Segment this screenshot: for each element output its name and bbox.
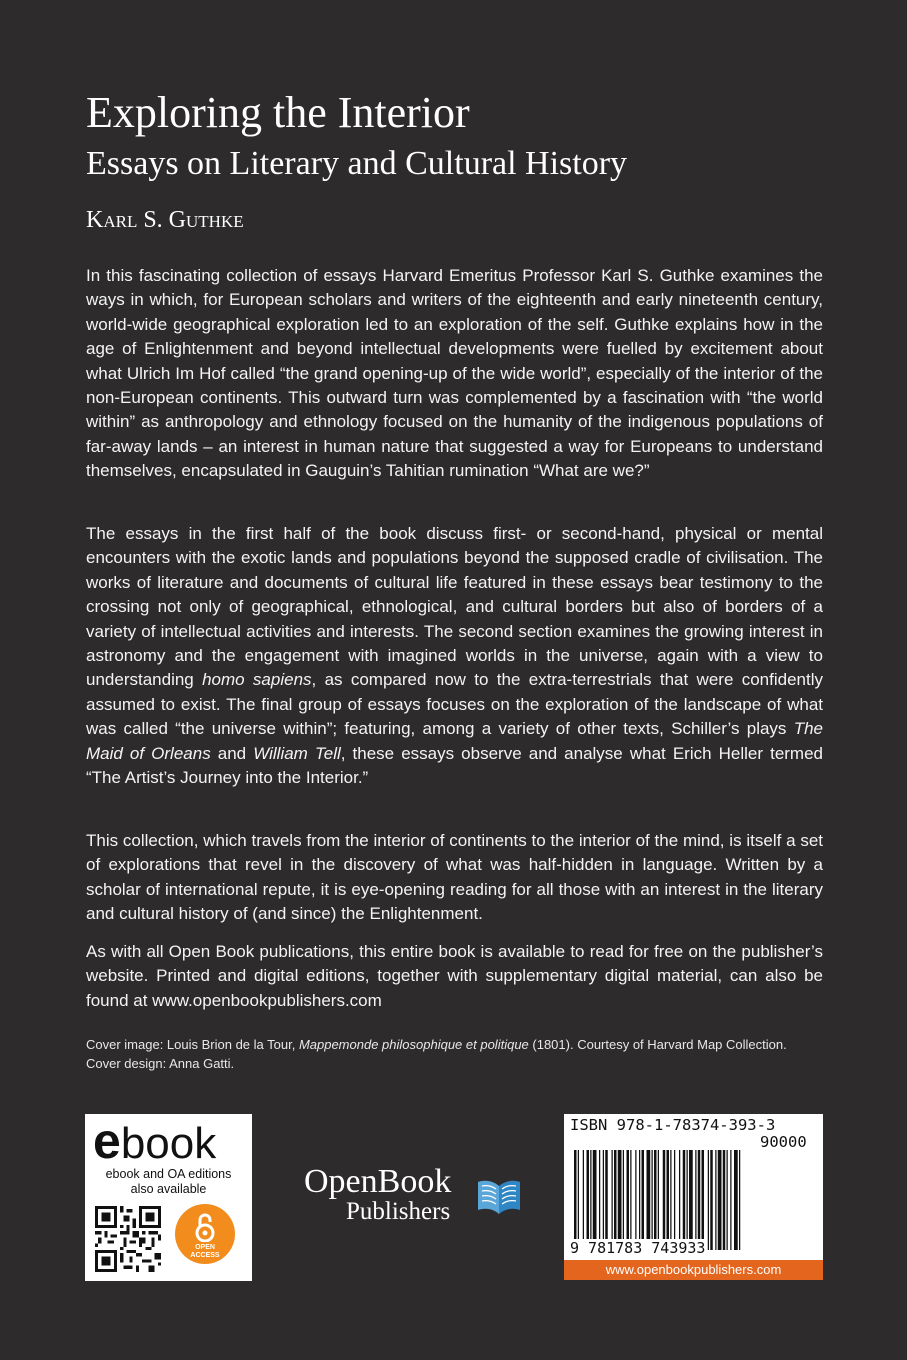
price-code: 90000 (760, 1133, 807, 1151)
cover-credit (86, 1035, 823, 1073)
book-author: Karl S. Guthke (86, 207, 244, 233)
ebook-logo-e: e (93, 1113, 121, 1169)
ebook-logo (93, 1113, 217, 1169)
credit-suffix: (1801). Courtesy of Harvard Map Collection. Cover design: Anna Gatti. (86, 1037, 787, 1071)
publisher-logo (304, 1164, 524, 1224)
blurb-text: , these essays observe and analyse what Erich Heller termed “The Artist’s Journey into the Interior.” (86, 743, 824, 788)
isbn-barcode (564, 1114, 823, 1280)
ean-digits: 9 781783 743933 (570, 1239, 706, 1257)
publisher-url: www.openbookpublishers.com (564, 1260, 823, 1280)
play-title-maid: The Maid of Orleans (86, 719, 823, 763)
blurb-paragraph-2 (86, 522, 823, 790)
blurb-text: The essays in the first half of the book discuss first- or second-hand, physical or mental encounters with the exotic lands and populations beyond the supposed cradle of civilisation. The works of literature and documents of cultural life featured in these essays bear testimony to the crossing not only of geographical, ethnological, and cultural borders but also of borders of a variety of intellectual activities and interests. The second section examines the growing interest in astronomy and the engagement with imagined worlds in the universe, again with a view to understanding (86, 524, 823, 690)
blurb-text: , as compared now to the extra-terrestrials that were confidently assumed to exist. The final group of essays focuses on the exploration of the landscape of what was called “the universe within”; featuring, among a variety of other texts, Schiller’s plays (86, 670, 823, 739)
ebook-availability-box (85, 1114, 252, 1281)
open-access-badge (175, 1204, 235, 1264)
publisher-subtitle: Publishers (346, 1198, 451, 1225)
ebook-note-line-1: ebook and OA editions (105, 1167, 232, 1181)
blurb-text: and (210, 743, 254, 763)
ebook-note-line-2: also available (130, 1182, 207, 1196)
ebook-logo-text: book (120, 1119, 217, 1168)
book-title: Exploring the Interior (86, 88, 470, 137)
open-access-lock-icon (193, 1212, 217, 1242)
blurb-paragraph-4: As with all Open Book publications, this entire book is available to read for free on the publisher’s website. Printed and digital editions, together with supplementary digital material, can also be found at www.openbookpublishers.com (86, 942, 823, 1010)
italic-term: homo sapiens (202, 670, 312, 690)
qr-code-icon (95, 1206, 161, 1272)
open-book-icon (476, 1176, 522, 1216)
blurb-paragraph-3: This collection, which travels from the interior of continents to the interior of the mind, is itself a set of explorations that revel in the discovery of what was half-hidden in language. Written by a scholar of international repute, it is eye-opening reading for all those with an interest in the literary and cultural history of (and since) the Enlightenment. (86, 831, 823, 924)
book-subtitle: Essays on Literary and Cultural History (86, 145, 628, 182)
open-access-label-1: OPEN (195, 1244, 215, 1251)
blurb-paragraph-1: In this fascinating collection of essays Harvard Emeritus Professor Karl S. Guthke examines the ways in which, for European scholars and writers of the eighteenth and early nineteenth century, world-wide geographical exploration led to an exploration of the self. Guthke explains how in the age of Enlightenment and beyond intellectual developments were fuelled by excitement about what Ulrich Im Hof called “the grand opening-up of the wide world”, especially of the interior of the non-European continents. This outward turn was complemented by a fascination with “the world within” as anthropology and ethnology focused on the humanity of the indigenous populations of far-away lands – an interest in human nature that suggested a way for Europeans to understand themselves, encapsulated in Gauguin’s Tahitian rumination “What are we?” (86, 266, 823, 481)
play-title-tell: William Tell (253, 743, 341, 763)
credit-work-title: Mappemonde philosophique et politique (298, 1037, 529, 1052)
open-access-label-2: ACCESS (190, 1252, 220, 1259)
publisher-name: OpenBook (304, 1163, 452, 1200)
credit-prefix: Cover image: Louis Brion de la Tour, (86, 1037, 299, 1052)
isbn-number: ISBN 978-1-78374-393-3 (570, 1116, 776, 1134)
